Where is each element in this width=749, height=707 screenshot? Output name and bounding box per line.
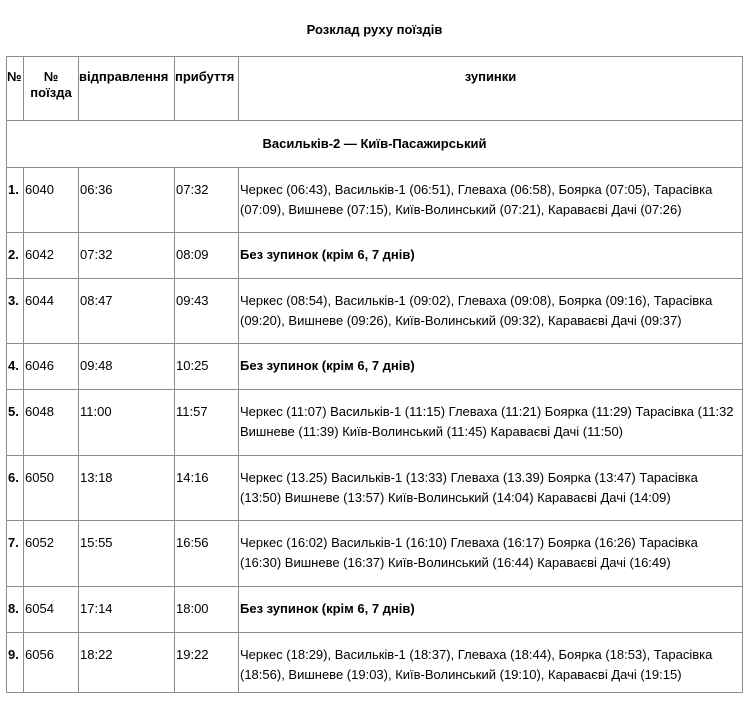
header-departure: відправлення <box>79 57 175 121</box>
arrival-time: 19:22 <box>175 633 239 693</box>
train-number: 6048 <box>24 390 79 456</box>
header-stops: зупинки <box>239 57 743 121</box>
train-number: 6050 <box>24 456 79 521</box>
departure-time: 18:22 <box>79 633 175 693</box>
stops-cell: Черкес (08:54), Васильків-1 (09:02), Глеваха (09:08), Боярка (09:16), Тарасівка (09:20), Вишневе (09:26), Київ-Волинський (09:32), Караваєві Дачі (09:37) <box>239 279 743 344</box>
departure-time: 06:36 <box>79 168 175 233</box>
header-arrival: прибуття <box>175 57 239 121</box>
arrival-time: 09:43 <box>175 279 239 344</box>
table-row <box>7 168 743 233</box>
departure-time: 11:00 <box>79 390 175 456</box>
train-number: 6040 <box>24 168 79 233</box>
header-row <box>7 57 743 121</box>
stops-cell: Черкес (06:43), Васильків-1 (06:51), Глеваха (06:58), Боярка (07:05), Тарасівка (07:09), Вишневе (07:15), Київ-Волинський (07:21), Караваєві Дачі (07:26) <box>239 168 743 233</box>
row-number: 4. <box>7 344 24 390</box>
departure-time: 15:55 <box>79 521 175 587</box>
train-number: 6044 <box>24 279 79 344</box>
departure-time: 13:18 <box>79 456 175 521</box>
departure-time: 08:47 <box>79 279 175 344</box>
table-row <box>7 279 743 344</box>
route-row <box>7 121 743 168</box>
row-number: 5. <box>7 390 24 456</box>
row-number: 1. <box>7 168 24 233</box>
arrival-time: 11:57 <box>175 390 239 456</box>
table-row <box>7 587 743 633</box>
departure-time: 07:32 <box>79 233 175 279</box>
train-number: 6052 <box>24 521 79 587</box>
row-number: 2. <box>7 233 24 279</box>
train-number: 6042 <box>24 233 79 279</box>
stops-cell: Без зупинок (крім 6, 7 днів) <box>239 587 743 633</box>
header-num: № <box>7 57 24 121</box>
arrival-time: 10:25 <box>175 344 239 390</box>
table-row <box>7 521 743 587</box>
schedule-table <box>6 56 743 693</box>
stops-cell: Черкес (18:29), Васильків-1 (18:37), Глеваха (18:44), Боярка (18:53), Тарасівка (18:56), Вишневе (19:03), Київ-Волинський (19:10), Караваєві Дачі (19:15) <box>239 633 743 693</box>
page-title: Розклад руху поїздів <box>306 22 443 37</box>
row-number: 8. <box>7 587 24 633</box>
stops-cell: Без зупинок (крім 6, 7 днів) <box>239 233 743 279</box>
train-number: 6054 <box>24 587 79 633</box>
route-label: Васильків-2 — Київ-Пасажирський <box>7 121 743 168</box>
table-row <box>7 233 743 279</box>
table-row <box>7 456 743 521</box>
departure-time: 17:14 <box>79 587 175 633</box>
table-row <box>7 344 743 390</box>
row-number: 3. <box>7 279 24 344</box>
train-number: 6046 <box>24 344 79 390</box>
arrival-time: 07:32 <box>175 168 239 233</box>
stops-cell: Черкес (13.25) Васильків-1 (13:33) Глеваха (13.39) Боярка (13:47) Тарасівка (13:50) Вишневе (13:57) Київ-Волинський (14:04) Караваєві Дачі (14:09) <box>239 456 743 521</box>
table-row <box>7 633 743 693</box>
stops-cell: Черкес (11:07) Васильків-1 (11:15) Глеваха (11:21) Боярка (11:29) Тарасівка (11:32 Вишневе (11:39) Київ-Волинський (11:45) Караваєві Дачі (11:50) <box>239 390 743 456</box>
stops-cell: Черкес (16:02) Васильків-1 (16:10) Глеваха (16:17) Боярка (16:26) Тарасівка (16:30) Вишневе (16:37) Київ-Волинський (16:44) Караваєві Дачі (16:49) <box>239 521 743 587</box>
arrival-time: 14:16 <box>175 456 239 521</box>
row-number: 6. <box>7 456 24 521</box>
arrival-time: 18:00 <box>175 587 239 633</box>
row-number: 7. <box>7 521 24 587</box>
arrival-time: 16:56 <box>175 521 239 587</box>
arrival-time: 08:09 <box>175 233 239 279</box>
departure-time: 09:48 <box>79 344 175 390</box>
table-row <box>7 390 743 456</box>
header-train: № поїзда <box>24 57 79 121</box>
train-number: 6056 <box>24 633 79 693</box>
stops-cell: Без зупинок (крім 6, 7 днів) <box>239 344 743 390</box>
row-number: 9. <box>7 633 24 693</box>
